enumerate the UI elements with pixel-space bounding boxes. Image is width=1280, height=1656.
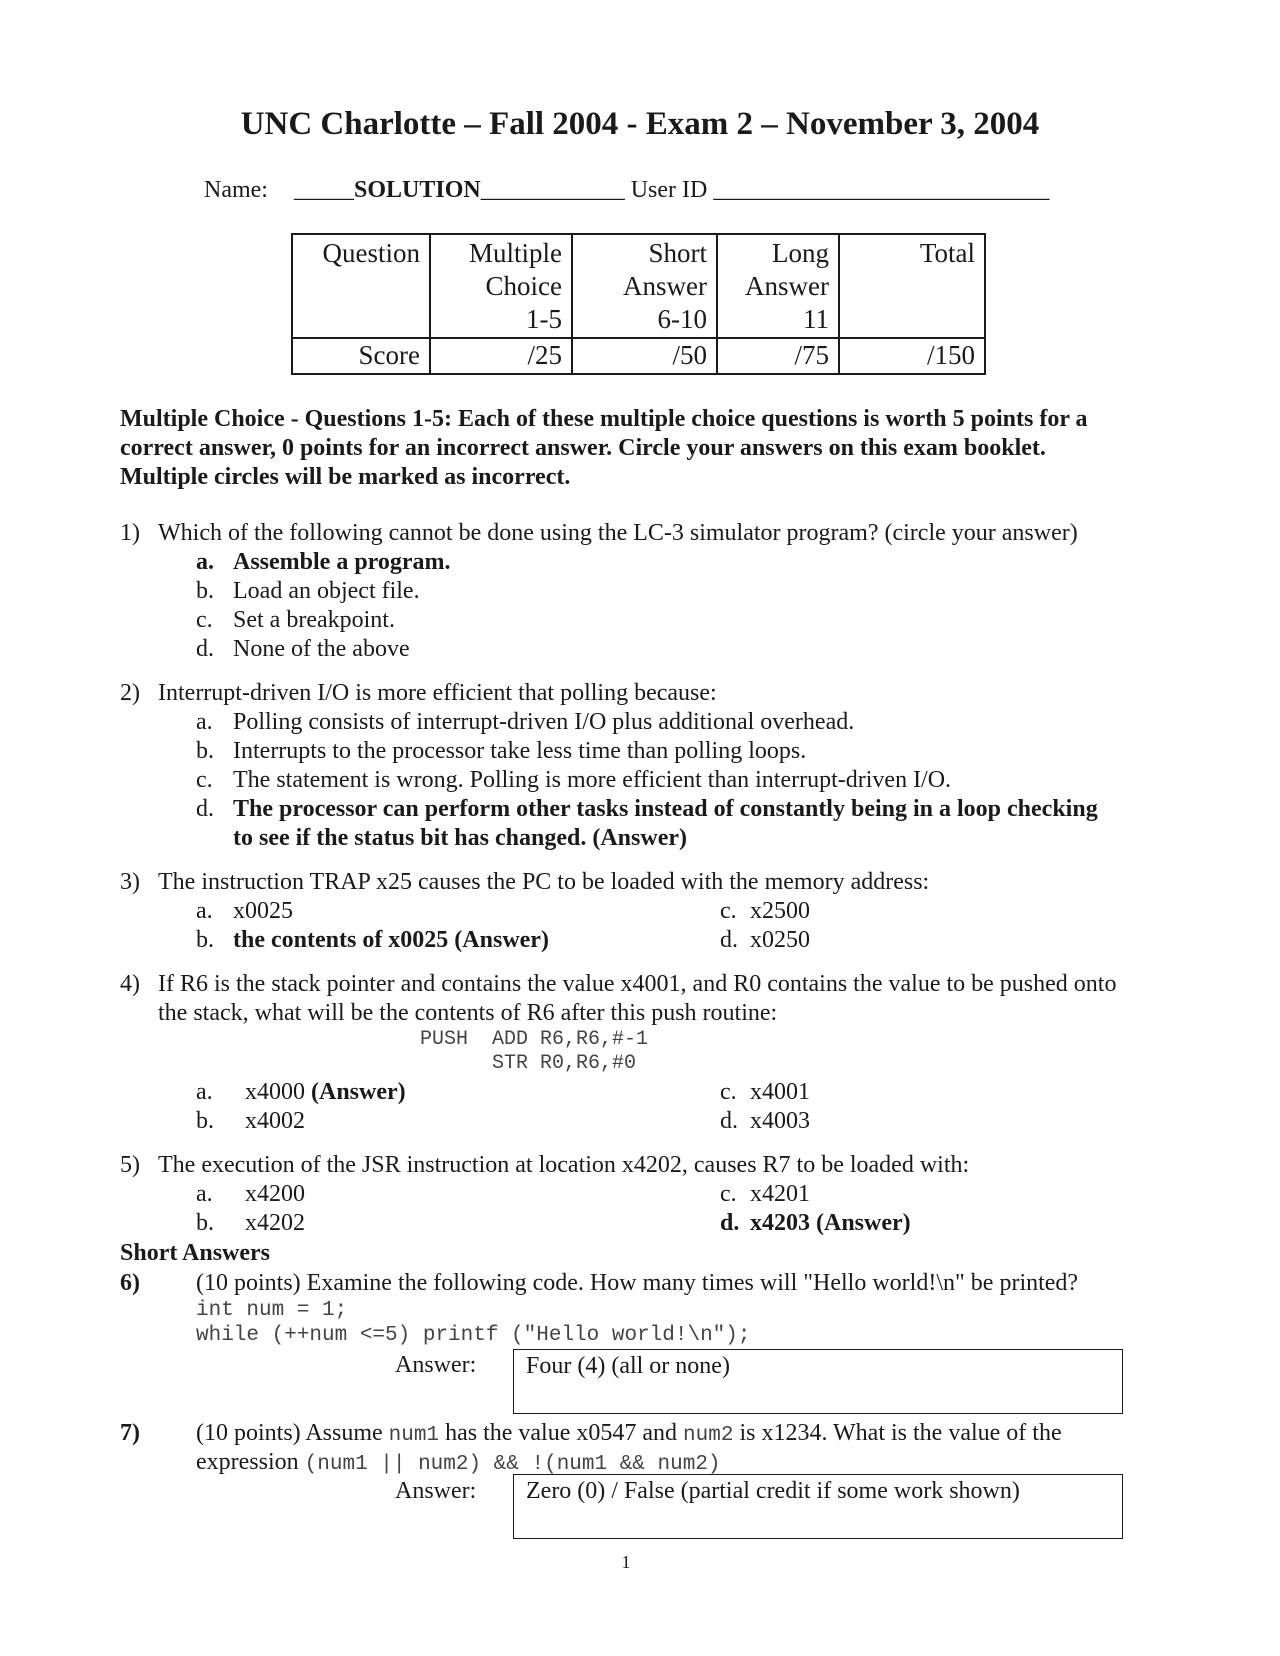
mc-instructions-line-1: Multiple Choice - Questions 1-5: Each of these multiple choice questions is worth 5 points for a [120,406,1088,432]
q5-b-text: x4202 [245,1210,305,1236]
name-blank-before: _____ [293,177,354,203]
userid-blank: ____________________________ [713,177,1050,203]
q3-c-letter: c. [720,898,737,924]
q5-text: The execution of the JSR instruction at location x4202, causes R7 to be loaded with: [158,1152,970,1178]
q4-text-line-2: the stack, what will be the contents of R6 after this push routine: [158,1000,778,1026]
name-blank-after: ____________ [480,177,625,203]
q6-text: (10 points) Examine the following code. How many times will "Hello world!\n" be printed? [196,1270,1079,1296]
header-question: Question [292,234,430,338]
q3-c-text: x2500 [750,898,810,924]
q6-answer-box[interactable] [513,1349,1123,1414]
score-total: /150 [839,338,985,374]
q1-c-letter: c. [196,607,213,633]
score-table-score-row [292,338,985,374]
q5-d-text: x4203 [750,1210,810,1236]
q6-answer-label: Answer: [395,1352,477,1378]
q2-c-letter: c. [196,767,213,793]
page-number: 1 [621,1552,631,1572]
short-answers-heading: Short Answers [120,1240,271,1266]
q5-a-letter: a. [196,1181,213,1207]
q1-b-text: Load an object file. [233,578,420,604]
q3-text: The instruction TRAP x25 causes the PC to be loaded with the memory address: [158,869,930,895]
q4-number: 4) [120,971,140,997]
q7-text-part-1: (10 points) Assume [196,1420,389,1446]
q2-d-text-line-2: to see if the status bit has changed. (Answer) [233,825,687,851]
q1-a-text: Assemble a program. [233,549,451,575]
q3-b-letter: b. [196,927,214,953]
q3-a-letter: a. [196,898,213,924]
q5-b-letter: b. [196,1210,214,1236]
q3-b-text: the contents of x0025 (Answer) [233,927,549,953]
q2-a-letter: a. [196,709,213,735]
q4-code-line-2: STR R0,R6,#0 [420,1052,637,1075]
q5-c-text: x4201 [750,1181,810,1207]
q4-a-option [245,1078,406,1107]
q1-a-letter: a. [196,549,214,575]
q3-a-text: x0025 [233,898,293,924]
q6-code-line-1: int num = 1; [196,1299,348,1322]
q6-number: 6) [120,1270,140,1296]
header-multiple-choice: Multiple Choice 1-5 [430,234,572,338]
q4-c-letter: c. [720,1079,737,1105]
q2-text: Interrupt-driven I/O is more efficient that polling because: [158,680,717,706]
q7-text-part-2: has the value x0547 and [439,1420,684,1446]
q2-b-letter: b. [196,738,214,764]
q4-a-answer-note: (Answer) [311,1079,406,1105]
q7-answer-box[interactable] [513,1474,1123,1539]
name-label: Name: [204,177,268,203]
q7-var-num2: num2 [683,1424,734,1447]
exam-title: UNC Charlotte – Fall 2004 - Exam 2 – November 3, 2004 [240,106,1040,142]
q5-c-letter: c. [720,1181,737,1207]
q4-text: If R6 is the stack pointer and contains the value x4001, and R0 contains the value to be pushed onto [158,971,1117,997]
score-table [291,233,986,375]
q1-number: 1) [120,520,140,546]
score-mc: /25 [430,338,572,374]
q3-d-letter: d. [720,927,738,953]
q7-expression-code: (num1 || num2) && !(num1 && num2) [304,1453,721,1476]
q5-d-answer-note: (Answer) [816,1210,911,1236]
q2-b-text: Interrupts to the processor take less time than polling loops. [233,738,807,764]
q7-number: 7) [120,1420,140,1446]
name-line [204,176,1049,205]
mc-instructions-line-2: correct answer, 0 points for an incorrect answer. Circle your answers on this exam booklet. [120,435,1046,461]
q1-b-letter: b. [196,578,214,604]
q4-d-letter: d. [720,1108,738,1134]
q6-answer-text: Four (4) (all or none) [526,1353,730,1379]
q1-d-text: None of the above [233,636,410,662]
name-value: SOLUTION [353,177,481,203]
q7-answer-text: Zero (0) / False (partial credit if some work shown) [526,1478,1020,1504]
q5-a-text: x4200 [245,1181,305,1207]
q4-code-line-1: PUSH ADD R6,R6,#-1 [420,1028,649,1051]
q7-text [196,1419,1062,1450]
q4-b-letter: b. [196,1108,214,1134]
score-table-header-row [292,234,985,338]
q2-number: 2) [120,680,140,706]
header-long-answer: Long Answer 11 [717,234,839,338]
q3-number: 3) [120,869,140,895]
header-short-answer: Short Answer 6-10 [572,234,717,338]
q7-expression-label: expression [196,1449,305,1475]
q4-c-text: x4001 [750,1079,810,1105]
q6-code-line-2: while (++num <=5) printf ("Hello world!\n"); [196,1324,751,1347]
q7-var-num1: num1 [388,1424,440,1447]
q4-a-text: x4000 [245,1079,305,1105]
q3-d-text: x0250 [750,927,810,953]
q5-d-option [750,1209,911,1238]
q4-d-text: x4003 [750,1108,810,1134]
q4-a-letter: a. [196,1079,213,1105]
q5-number: 5) [120,1152,140,1178]
userid-label: User ID [630,177,708,203]
mc-instructions-line-3: Multiple circles will be marked as incorrect. [120,464,571,490]
q1-text: Which of the following cannot be done using the LC-3 simulator program? (circle your answer) [158,520,1078,546]
score-long: /75 [717,338,839,374]
q1-d-letter: d. [196,636,214,662]
score-short: /50 [572,338,717,374]
score-label: Score [292,338,430,374]
header-total: Total [839,234,985,338]
q2-c-text: The statement is wrong. Polling is more efficient than interrupt-driven I/O. [233,767,952,793]
q4-b-text: x4002 [245,1108,305,1134]
q1-c-text: Set a breakpoint. [233,607,395,633]
q2-d-letter: d. [196,796,214,822]
q5-d-letter: d. [720,1210,740,1236]
q2-d-text: The processor can perform other tasks instead of constantly being in a loop checking [233,796,1098,822]
q2-a-text: Polling consists of interrupt-driven I/O plus additional overhead. [233,709,855,735]
q7-answer-label: Answer: [395,1478,477,1504]
q7-text-part-3: is x1234. What is the value of the [733,1420,1062,1446]
